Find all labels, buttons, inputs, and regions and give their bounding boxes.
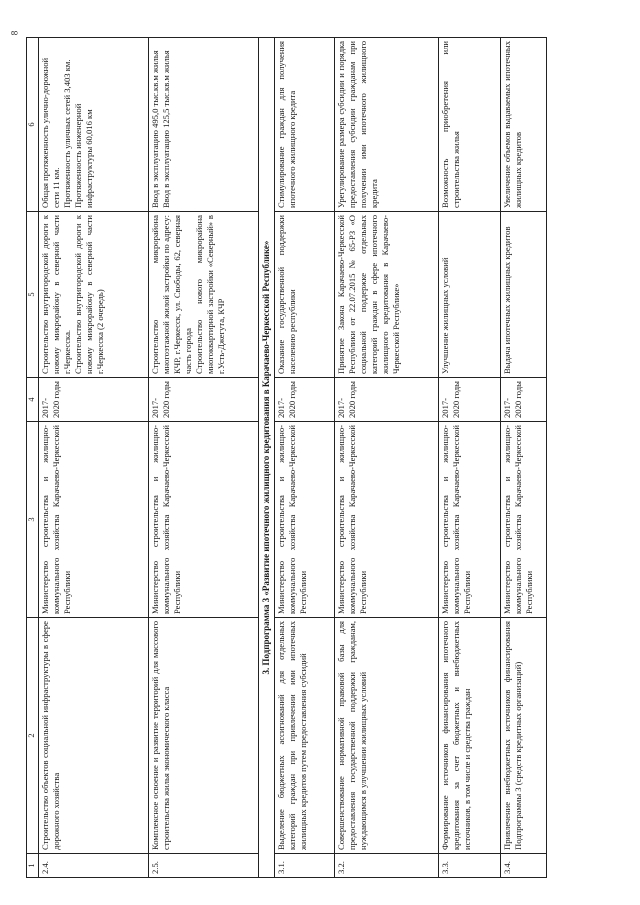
result-item: Протяженность инженерной инфраструктуры 60,016 км bbox=[72, 103, 94, 208]
section-row bbox=[258, 38, 275, 878]
table-row bbox=[275, 38, 335, 878]
table-row bbox=[439, 38, 501, 878]
result-item: Ввод в эксплуатацию 125,5 тыс.кв.м жилья bbox=[160, 50, 171, 208]
result-item: Общая протяженность улично-дорожной сети 11 км. bbox=[39, 57, 61, 208]
row-number: 3.1. bbox=[275, 854, 335, 878]
event: Принятие Закона Карачаево-Черкесской Республики от 22.07.2015 № 65-РЗ «О социальной поддержке отдельных категорий граждан в сфере ипотечного жилищного кредитования в Карачаево-Черкесской Республике» bbox=[335, 212, 439, 378]
table-row bbox=[38, 38, 148, 878]
header-row bbox=[27, 38, 39, 878]
event-item: Строительство микрорайона многоэтажной жилой застройки по адресу: КЧР, г.Черкесск, ул. Свободы, 62, северная часть города bbox=[149, 215, 193, 374]
result: Стимулирование граждан для получения ипотечного жилищного кредита bbox=[275, 38, 335, 212]
result: Возможность приобретения или строительства жилья bbox=[439, 38, 501, 212]
activity-name: Выделение бюджетных ассигнований для отдельных категорий граждан при привлечении ими ипотечных жилищных кредитов путем предоставления субсидий bbox=[275, 618, 335, 854]
period: 2017-2020 годы bbox=[501, 378, 547, 422]
executor: Министерство строительства и жилищно-коммунального хозяйства Карачаево-Черкесской Республики bbox=[148, 422, 258, 618]
result: Урегулирование размера субсидии и порядка предоставления субсидии гражданам при получении ими ипотечного жилищного кредита bbox=[335, 38, 439, 212]
row-number: 3.3. bbox=[439, 854, 501, 878]
header-cell: 5 bbox=[27, 212, 39, 378]
result-item: Протяженность уличных сетей 3,403 км. bbox=[61, 59, 72, 208]
period: 2017-2020 годы bbox=[335, 378, 439, 422]
table-row bbox=[335, 38, 439, 878]
table-row bbox=[501, 38, 547, 878]
results-cell bbox=[38, 38, 148, 212]
row-number: 3.4. bbox=[501, 854, 547, 878]
period: 2017-2020 годы bbox=[439, 378, 501, 422]
event: Оказание государственной поддержки населению республики bbox=[275, 212, 335, 378]
executor: Министерство строительства и жилищно-коммунального хозяйства Карачаево-Черкесской Республики bbox=[335, 422, 439, 618]
table-row bbox=[148, 38, 258, 878]
activity-name: Строительство объектов социальной инфраструктуры в сфере дорожного хозяйства bbox=[38, 618, 148, 854]
header-cell: 3 bbox=[27, 422, 39, 618]
rotated-table-container bbox=[26, 38, 612, 878]
events-cell bbox=[38, 212, 148, 378]
events-cell bbox=[148, 212, 258, 378]
row-number: 3.2. bbox=[335, 854, 439, 878]
executor: Министерство строительства и жилищно-коммунального хозяйства Карачаево-Черкесской Республики bbox=[439, 422, 501, 618]
header-cell: 4 bbox=[27, 378, 39, 422]
activity-name: Привлечение внебюджетных источников финансирования Подпрограммы 3 (средств кредитных организаций) bbox=[501, 618, 547, 854]
header-cell: 2 bbox=[27, 618, 39, 854]
executor: Министерство строительства и жилищно-коммунального хозяйства Карачаево-Черкесской Республики bbox=[38, 422, 148, 618]
event-item: Строительство внутригородской дороги к новому микрорайону в северной части г.Черкесска (2 очередь) bbox=[72, 215, 105, 374]
period: 2017-2020 годы bbox=[148, 378, 258, 422]
page-number: 8 bbox=[9, 30, 20, 36]
activity-name: Формирование источников финансирования ипотечного кредитования за счет бюджетных и внебюджетных источников, в том числе и средства граждан bbox=[439, 618, 501, 854]
program-table bbox=[26, 37, 547, 878]
activity-name: Совершенствование нормативной правовой базы для предоставления государственной поддержки гражданам, нуждающимся в улучшении жилищных условий bbox=[335, 618, 439, 854]
activity-name: Комплексное освоение и развитие территорий для массового строительства жилья экономического класса bbox=[148, 618, 258, 854]
event-item: Строительство нового микрорайона многоквартирной застройки «Северный» в г.Усть-Джегута, КЧР bbox=[193, 215, 226, 374]
row-number: 2.4. bbox=[38, 854, 148, 878]
header-cell: 6 bbox=[27, 38, 39, 212]
section-title: 3. Подпрограмма 3 «Развитие ипотечного жилищного кредитования в Карачаево-Черкесской Республике» bbox=[258, 38, 275, 878]
row-number: 2.5. bbox=[148, 854, 258, 878]
event-item: Строительство внутригородской дороги к новому микрорайону в северной части г.Черкесска. bbox=[39, 215, 72, 374]
results-cell bbox=[148, 38, 258, 212]
period: 2017-2020 годы bbox=[275, 378, 335, 422]
event: Улучшение жилищных условий bbox=[439, 212, 501, 378]
period: 2017-2020 годы bbox=[38, 378, 148, 422]
event: Выдача ипотечных жилищных кредитов bbox=[501, 212, 547, 378]
executor: Министерство строительства и жилищно-коммунального хозяйства Карачаево-Черкесской Республики bbox=[501, 422, 547, 618]
executor: Министерство строительства и жилищно-коммунального хозяйства Карачаево-Черкесской Республики bbox=[275, 422, 335, 618]
header-cell: 1 bbox=[27, 854, 39, 878]
result: Увеличение объемов выдаваемых ипотечных жилищных кредитов bbox=[501, 38, 547, 212]
result-item: Ввод в эксплуатацию 495,0 тыс.кв.м жилья bbox=[149, 50, 160, 208]
